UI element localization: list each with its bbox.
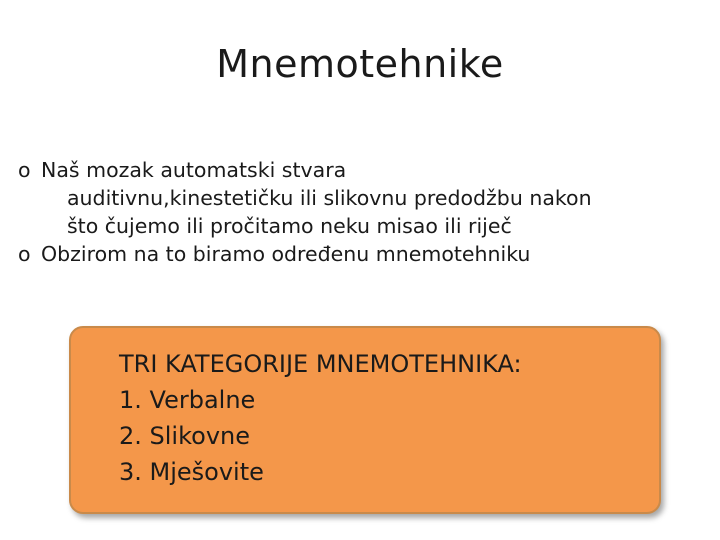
- bullet-line: Obzirom na to biramo određenu mnemotehniku: [41, 242, 531, 266]
- bullet-line: što čujemo ili pročitamo neku misao ili riječ: [67, 214, 512, 238]
- categories-heading: TRI KATEGORIJE MNEMOTEHNIKA:: [119, 350, 522, 378]
- bullet-list: [18, 156, 708, 268]
- bullet-item: [18, 156, 708, 240]
- slide-title: Mnemotehnike: [216, 42, 504, 86]
- bullet-marker: o: [18, 158, 31, 182]
- bullet-marker: o: [18, 242, 31, 266]
- category-item: 1. Verbalne: [119, 386, 256, 414]
- category-item: 3. Mješovite: [119, 458, 264, 486]
- categories-box: [69, 326, 661, 514]
- bullet-line: Naš mozak automatski stvara: [41, 158, 347, 182]
- categories-list: [119, 346, 522, 490]
- category-item: 2. Slikovne: [119, 422, 251, 450]
- bullet-item: [18, 240, 708, 268]
- bullet-line: auditivnu,kinestetičku ili slikovnu predodžbu nakon: [67, 186, 592, 210]
